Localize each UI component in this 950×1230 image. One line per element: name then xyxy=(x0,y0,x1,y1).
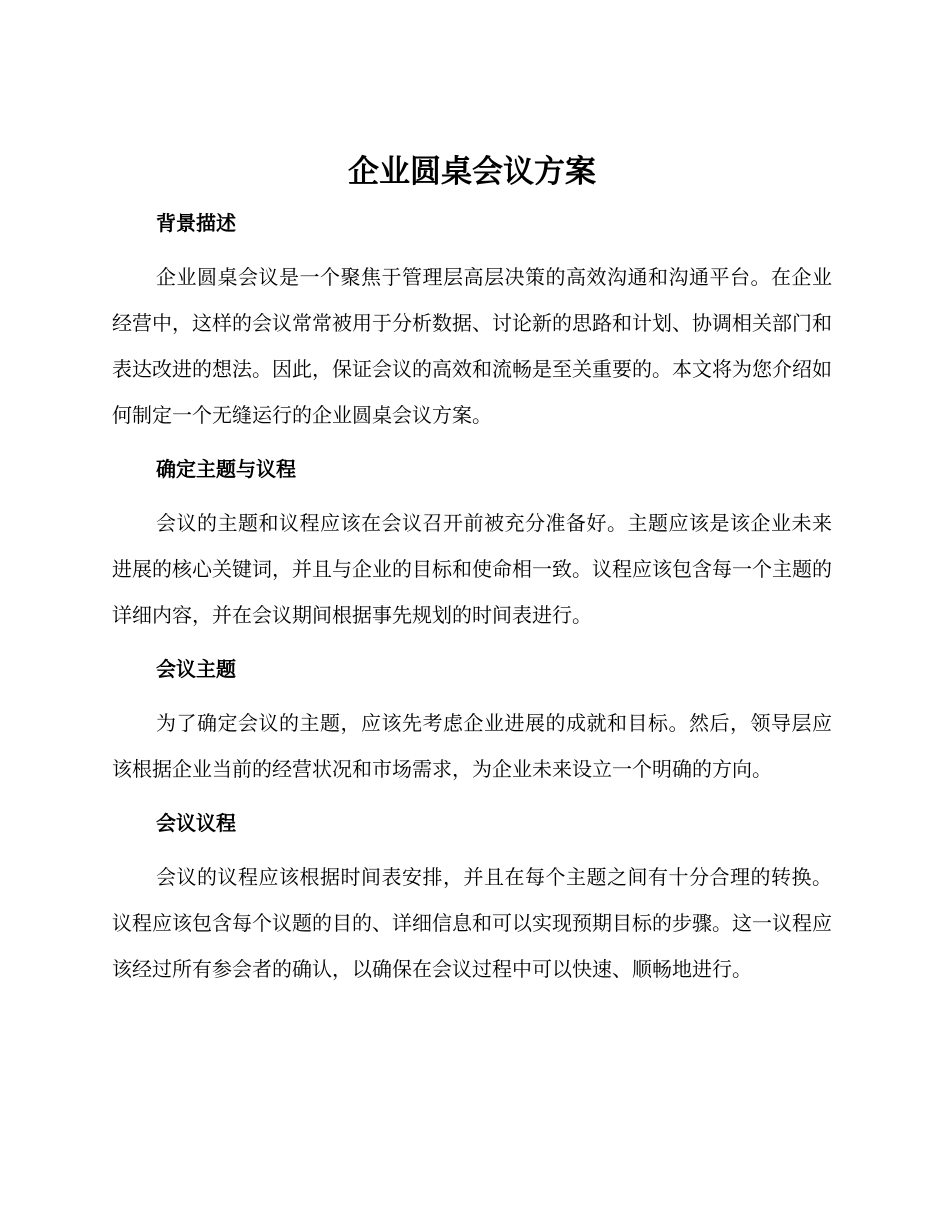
section-meeting-agenda xyxy=(112,808,832,992)
section-background xyxy=(112,208,832,438)
section-body-topic-and-agenda: 会议的主题和议程应该在会议召开前被充分准备好。主题应该是该企业未来进展的核心关键词，并且与企业的目标和使命相一致。议程应该包含每一个主题的详细内容，并在会议期间根据事先规划的时间表进行。 xyxy=(112,511,832,627)
section-heading-topic-and-agenda: 确定主题与议程 xyxy=(156,457,296,481)
section-heading-meeting-agenda: 会议议程 xyxy=(156,811,236,835)
section-body-background: 企业圆桌会议是一个聚焦于管理层高层决策的高效沟通和沟通平台。在企业经营中，这样的会议常常被用于分析数据、讨论新的思路和计划、协调相关部门和表达改进的想法。因此，保证会议的高效和流畅是至关重要的。本文将为您介绍如何制定一个无缝运行的企业圆桌会议方案。 xyxy=(112,265,832,427)
section-topic-and-agenda xyxy=(112,454,832,638)
section-body-meeting-agenda: 会议的议程应该根据时间表安排，并且在每个主题之间有十分合理的转换。议程应该包含每个议题的目的、详细信息和可以实现预期目标的步骤。这一议程应该经过所有参会者的确认，以确保在会议过程中可以快速、顺畅地进行。 xyxy=(112,865,832,981)
section-body-meeting-topic: 为了确定会议的主题，应该先考虑企业进展的成就和目标。然后，领导层应该根据企业当前的经营状况和市场需求，为企业未来设立一个明确的方向。 xyxy=(112,711,832,781)
section-meeting-topic xyxy=(112,654,832,792)
section-heading-meeting-topic: 会议主题 xyxy=(156,657,236,681)
document-title: 企业圆桌会议方案 xyxy=(348,154,596,190)
section-heading-background: 背景描述 xyxy=(156,211,236,235)
